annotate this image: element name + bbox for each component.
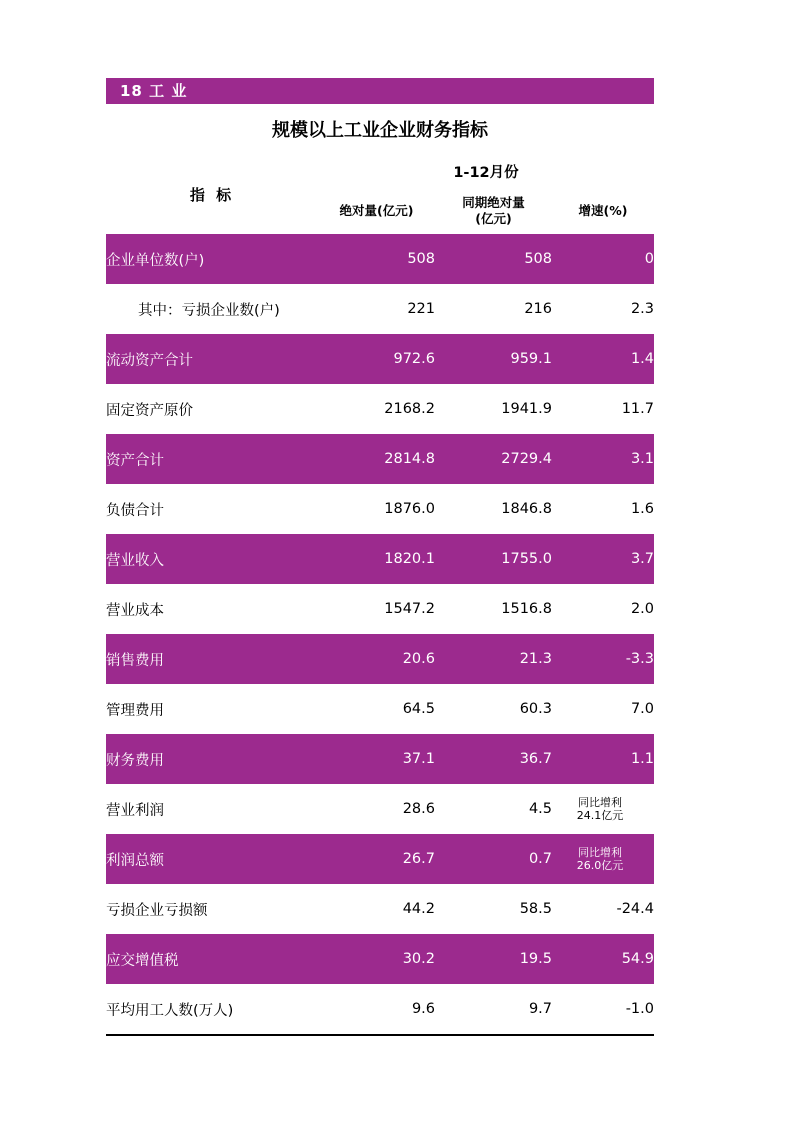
- cell-previous: 58.5: [519, 901, 552, 917]
- cell-absolute: 30.2: [318, 934, 435, 984]
- cell-growth: -1.0: [552, 984, 654, 1035]
- cell-growth: 同比增利 24.1亿元: [576, 795, 624, 822]
- column-header-previous: 同期绝对量 (亿元): [462, 195, 525, 226]
- table-row: [106, 334, 654, 384]
- table-row: [106, 784, 654, 834]
- cell-previous: 2729.4: [435, 434, 552, 484]
- table-row: [106, 834, 654, 884]
- cell-growth: 2.3: [630, 301, 654, 317]
- table-row: [106, 234, 654, 284]
- cell-absolute: 64.5: [402, 701, 435, 717]
- table-row: [106, 284, 654, 334]
- cell-absolute: 2814.8: [318, 434, 435, 484]
- cell-absolute: 508: [318, 234, 435, 284]
- table-row: [106, 684, 654, 734]
- table-row: [106, 434, 654, 484]
- cell-previous: 60.3: [519, 701, 552, 717]
- cell-previous: 4.5: [528, 801, 552, 817]
- cell-growth: -3.3: [552, 634, 654, 684]
- table-row: [106, 884, 654, 934]
- row-label: 营业成本: [106, 602, 164, 619]
- cell-growth: 2.0: [630, 601, 654, 617]
- row-label: 企业单位数(户): [106, 234, 318, 284]
- cell-absolute: 221: [407, 301, 435, 317]
- cell-growth: 54.9: [552, 934, 654, 984]
- table-row: [106, 934, 654, 984]
- cell-previous: 9.7: [435, 984, 552, 1035]
- cell-growth: 1.6: [630, 501, 654, 517]
- row-label: 财务费用: [106, 734, 318, 784]
- row-label: 管理费用: [106, 702, 164, 719]
- cell-growth: 1.1: [552, 734, 654, 784]
- cell-previous: 19.5: [435, 934, 552, 984]
- cell-previous: 1941.9: [501, 401, 552, 417]
- cell-previous: 21.3: [435, 634, 552, 684]
- cell-absolute: 20.6: [318, 634, 435, 684]
- cell-previous: 36.7: [435, 734, 552, 784]
- column-header-indicator: 指 标: [189, 185, 235, 204]
- table-body: [106, 234, 654, 1035]
- cell-previous: 1516.8: [501, 601, 552, 617]
- cell-absolute: 1820.1: [318, 534, 435, 584]
- cell-absolute: 1547.2: [384, 601, 435, 617]
- column-header-absolute: 绝对量(亿元): [339, 203, 414, 219]
- row-label: 销售费用: [106, 634, 318, 684]
- cell-growth: 7.0: [630, 701, 654, 717]
- table-row: [106, 384, 654, 434]
- page-title: 规模以上工业企业财务指标: [272, 120, 488, 141]
- column-header-period: 1-12月份: [453, 164, 519, 181]
- row-label: 其中：亏损企业数(户): [138, 302, 280, 319]
- cell-previous: 216: [524, 301, 552, 317]
- financial-indicators-table: [106, 154, 654, 1036]
- table-row: [106, 984, 654, 1035]
- cell-growth: 3.1: [552, 434, 654, 484]
- row-label: 平均用工人数(万人): [106, 984, 318, 1035]
- column-header-growth: 增速(%): [578, 203, 628, 219]
- cell-previous: 959.1: [435, 334, 552, 384]
- cell-absolute: 26.7: [318, 834, 435, 884]
- cell-growth: 同比增利 26.0亿元: [552, 834, 654, 884]
- cell-previous: 508: [435, 234, 552, 284]
- section-banner: 18 工 业: [106, 78, 654, 104]
- row-label: 利润总额: [106, 834, 318, 884]
- cell-growth: 0: [552, 234, 654, 284]
- table-row: [106, 584, 654, 634]
- row-label: 应交增值税: [106, 934, 318, 984]
- cell-growth: -24.4: [616, 901, 654, 917]
- cell-growth: 3.7: [552, 534, 654, 584]
- cell-absolute: 9.6: [318, 984, 435, 1035]
- cell-previous: 1846.8: [501, 501, 552, 517]
- cell-absolute: 28.6: [402, 801, 435, 817]
- cell-growth: 11.7: [621, 401, 654, 417]
- row-label: 亏损企业亏损额: [106, 902, 208, 919]
- row-label: 营业收入: [106, 534, 318, 584]
- cell-absolute: 1876.0: [384, 501, 435, 517]
- cell-absolute: 44.2: [402, 901, 435, 917]
- row-label: 营业利润: [106, 802, 164, 819]
- table-row: [106, 534, 654, 584]
- cell-previous: 1755.0: [435, 534, 552, 584]
- row-label: 资产合计: [106, 434, 318, 484]
- cell-absolute: 2168.2: [384, 401, 435, 417]
- table-row: [106, 484, 654, 534]
- row-label: 流动资产合计: [106, 334, 318, 384]
- row-label: 固定资产原价: [106, 402, 193, 419]
- cell-absolute: 972.6: [318, 334, 435, 384]
- table-row: [106, 634, 654, 684]
- table-row: [106, 734, 654, 784]
- cell-absolute: 37.1: [318, 734, 435, 784]
- row-label: 负债合计: [106, 502, 164, 519]
- cell-previous: 0.7: [435, 834, 552, 884]
- cell-growth: 1.4: [552, 334, 654, 384]
- table-header: [106, 154, 654, 234]
